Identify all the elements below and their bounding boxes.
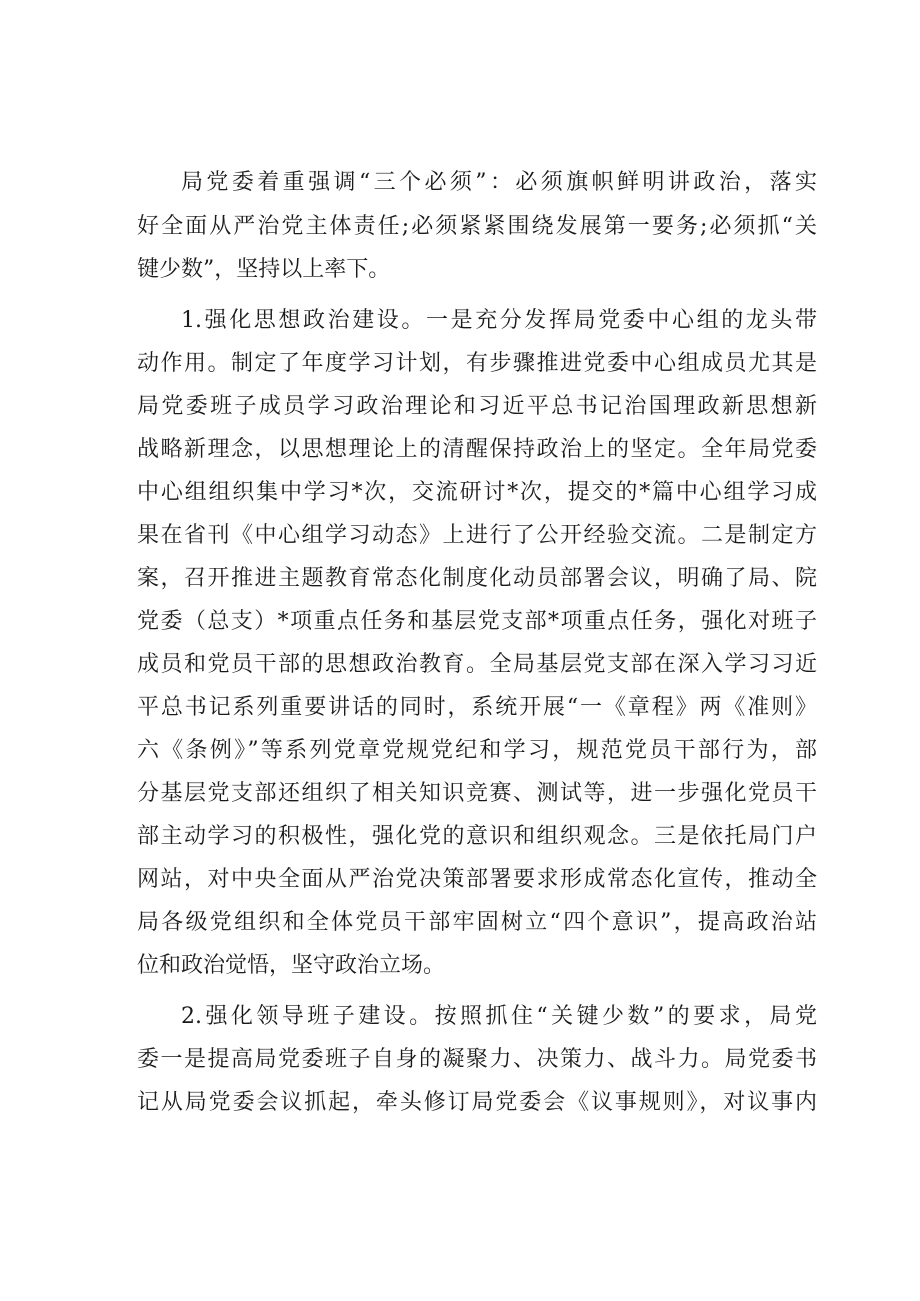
text-line: 战略新理念，以思想理论上的清醒保持政治上的坚定。全年局党委 [137,437,817,462]
text-line: 党委（总支）*项重点任务和基层党支部*项重点任务，强化对班子 [137,609,817,634]
text-line: 分基层党支部还组织了相关知识竞赛、测试等，进一步强化党员干 [137,781,817,806]
text-line: 局党委班子成员学习政治理论和习近平总书记治国理政新思想新 [137,394,817,419]
text-line: 中心组组织集中学习*次，交流研讨*次，提交的*篇中心组学习成 [137,480,817,505]
text-line: 局各级党组织和全体党员干部牢固树立“四个意识”，提高政治站 [137,910,817,935]
text-line: 键少数”，坚持以上率下。 [137,257,391,282]
text-line: 委一是提高局党委班子自身的凝聚力、决策力、战斗力。局党委书 [137,1047,817,1072]
text-line: 案，召开推进主题教育常态化制度化动员部署会议，明确了局、院 [137,566,817,591]
text-line: 位和政治觉悟，坚守政治立场。 [137,953,446,978]
text-line: 果在省刊《中心组学习动态》上进行了公开经验交流。二是制定方 [137,523,817,548]
text-line: 平总书记系列重要讲话的同时，系统开展“一《章程》两《准则》 [137,695,817,720]
section-heading-line: 1.强化思想政治建设。一是充分发挥局党委中心组的龙头带 [181,308,817,333]
text-line: 网站，对中央全面从严治党决策部署要求形成常态化宣传，推动全 [137,867,817,892]
text-line: 动作用。制定了年度学习计划，有步骤推进党委中心组成员尤其是 [137,351,817,376]
text-line: 六《条例》”等系列党章党规党纪和学习，规范党员干部行为，部 [137,738,817,763]
text-line: 好全面从严治党主体责任;必须紧紧围绕发展第一要务;必须抓“关 [137,214,817,239]
text-line: 部主动学习的积极性，强化党的意识和组织观念。三是依托局门户 [137,824,817,849]
text-line: 局党委着重强调“三个必须”：必须旗帜鲜明讲政治，落实 [181,170,817,195]
text-line: 记从局党委会议抓起，牵头修订局党委会《议事规则》，对议事内 [137,1090,817,1115]
section-heading-line: 2.强化领导班子建设。按照抓住“关键少数”的要求，局党 [181,1004,817,1029]
text-line: 成员和党员干部的思想政治教育。全局基层党支部在深入学习习近 [137,652,817,677]
